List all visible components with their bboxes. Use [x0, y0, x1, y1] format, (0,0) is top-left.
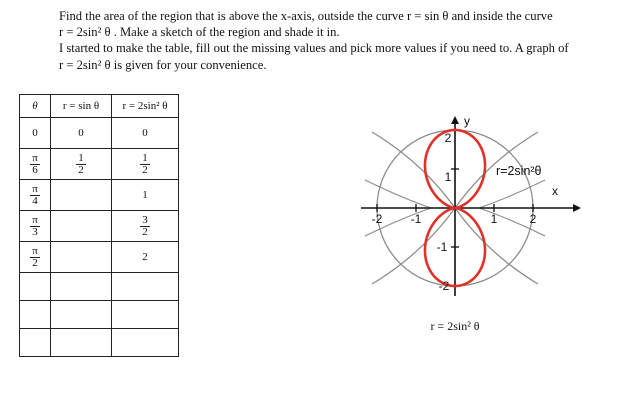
fraction-denominator: 2	[142, 163, 148, 176]
cell-two-sin2	[112, 211, 179, 242]
curve-label: r=2sin²θ	[496, 164, 542, 178]
cell-theta	[20, 149, 51, 180]
tick-label-neg1: -1	[410, 212, 422, 226]
cell-theta: 0	[20, 118, 51, 149]
y-axis-arrow-icon	[451, 116, 459, 124]
tick-label-top2: 2	[444, 131, 452, 145]
cell-sin: 0	[51, 118, 112, 149]
fraction	[30, 246, 40, 269]
fraction-denominator: 2	[32, 256, 38, 269]
header-theta: θ	[20, 95, 51, 118]
fraction-numerator: π	[32, 151, 38, 164]
table-row	[20, 273, 179, 301]
tick-label-pos2: 2	[529, 212, 537, 226]
tick-label-bottom1: -1	[436, 240, 448, 254]
table-row	[20, 211, 179, 242]
table-row	[20, 242, 179, 273]
problem-line-3: I started to make the table, fill out the missing values and pick more values if you need to. A graph of	[59, 41, 569, 56]
polar-graph	[347, 110, 591, 306]
cell-sin[interactable]	[51, 242, 112, 273]
cell-two-sin2: 1	[112, 180, 179, 211]
cell-theta[interactable]	[20, 301, 51, 329]
cell-theta[interactable]	[20, 273, 51, 301]
y-axis-label: y	[464, 114, 470, 128]
fraction-denominator: 2	[78, 163, 84, 176]
fraction-numerator: 1	[142, 151, 148, 164]
fraction-numerator: π	[32, 244, 38, 257]
tick-label-top1: 1	[444, 170, 452, 184]
problem-line-1: Find the area of the region that is above the x-axis, outside the curve r = sin θ and inside the curve	[59, 9, 553, 23]
problem-statement	[59, 8, 625, 73]
tick-label-bottom2: -2	[438, 279, 450, 293]
cell-theta	[20, 242, 51, 273]
fraction-denominator: 2	[142, 225, 148, 238]
tick-label-neg2: -2	[371, 212, 383, 226]
fraction	[30, 184, 40, 207]
values-table	[19, 94, 179, 357]
table-row	[20, 180, 179, 211]
cell-two-sin2: 0	[112, 118, 179, 149]
x-axis-label: x	[552, 184, 558, 198]
fraction	[140, 153, 150, 176]
table-row	[20, 301, 179, 329]
header-sin: r = sin θ	[51, 95, 112, 118]
fraction	[30, 215, 40, 238]
table-row	[20, 149, 179, 180]
fraction-numerator: π	[32, 213, 38, 226]
cell-sin	[51, 149, 112, 180]
cell-two-sin2[interactable]	[112, 301, 179, 329]
cell-sin[interactable]	[51, 180, 112, 211]
cell-sin[interactable]	[51, 329, 112, 357]
graph-caption: r = 2sin² θ	[430, 319, 480, 333]
fraction	[30, 153, 40, 176]
cell-sin[interactable]	[51, 211, 112, 242]
fraction-denominator: 6	[32, 163, 38, 176]
cell-theta[interactable]	[20, 329, 51, 357]
cell-theta	[20, 211, 51, 242]
cell-two-sin2: 2	[112, 242, 179, 273]
table-row	[20, 118, 179, 149]
fraction-numerator: π	[32, 182, 38, 195]
fraction-denominator: 4	[32, 194, 38, 207]
header-two-sin-squared: r = 2sin² θ	[112, 95, 179, 118]
fraction	[76, 153, 86, 176]
tick-label-pos1: 1	[490, 212, 498, 226]
problem-line-4: r = 2sin² θ is given for your convenience.	[59, 57, 267, 72]
fraction-numerator: 3	[142, 213, 148, 226]
cell-two-sin2[interactable]	[112, 273, 179, 301]
cell-two-sin2[interactable]	[112, 329, 179, 357]
cell-sin[interactable]	[51, 301, 112, 329]
problem-line-2: r = 2sin² θ . Make a sketch of the region and shade it in.	[59, 25, 340, 40]
fraction	[140, 215, 150, 238]
fraction-denominator: 3	[32, 225, 38, 238]
x-axis-arrow-icon	[573, 204, 581, 212]
cell-theta	[20, 180, 51, 211]
fraction-numerator: 1	[78, 151, 84, 164]
cell-sin[interactable]	[51, 273, 112, 301]
cell-two-sin2	[112, 149, 179, 180]
table-row	[20, 329, 179, 357]
